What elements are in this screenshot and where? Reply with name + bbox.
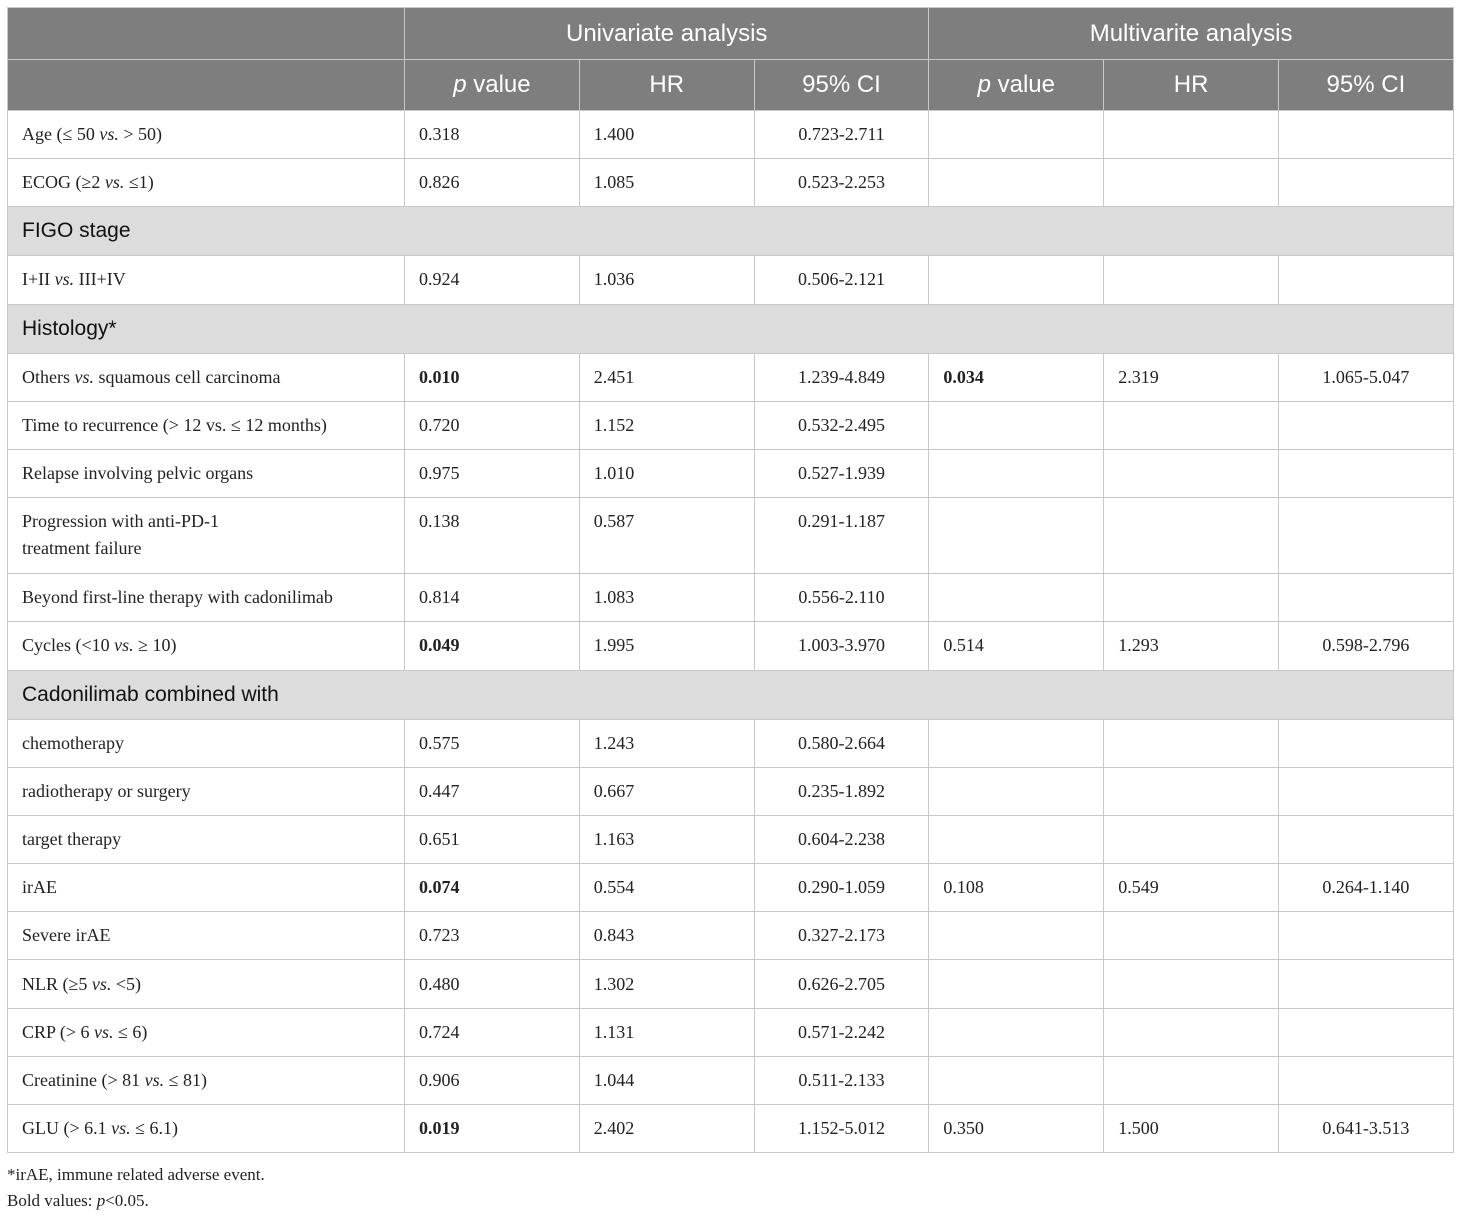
label-segment: Severe irAE xyxy=(22,925,111,946)
cell-multivariate-95ci: 1.065-5.047 xyxy=(1278,353,1453,401)
cell-multivariate-hr xyxy=(1104,912,1279,960)
cell-univariate-p-value: 0.019 xyxy=(405,1105,580,1153)
cell-univariate-95ci: 0.511-2.133 xyxy=(754,1056,929,1104)
header-label: 95% CI xyxy=(1326,71,1406,98)
label-segment: ≤1) xyxy=(124,172,154,193)
table-row xyxy=(8,864,1454,912)
label-italic-segment: vs. xyxy=(54,269,75,290)
cell-univariate-p-value: 0.724 xyxy=(405,1008,580,1056)
cell-multivariate-95ci xyxy=(1278,719,1453,767)
variable-label xyxy=(8,815,405,863)
cell-multivariate-p-value xyxy=(929,912,1104,960)
cell-univariate-95ci: 1.239-4.849 xyxy=(754,353,929,401)
table-row xyxy=(8,498,1454,574)
cell-univariate-95ci: 0.523-2.253 xyxy=(754,159,929,207)
cell-multivariate-p-value xyxy=(929,1008,1104,1056)
cell-univariate-hr: 1.085 xyxy=(579,159,754,207)
cell-multivariate-p-value xyxy=(929,111,1104,159)
label-segment: radiotherapy or surgery xyxy=(22,780,191,801)
label-segment: Time to recurrence (> 12 vs. ≤ 12 months) xyxy=(22,414,327,435)
cell-multivariate-hr xyxy=(1104,111,1279,159)
cell-univariate-p-value: 0.318 xyxy=(405,111,580,159)
cell-univariate-p-value: 0.049 xyxy=(405,622,580,670)
variable-label xyxy=(8,401,405,449)
cell-multivariate-hr xyxy=(1104,449,1279,497)
label-segment: Progression with anti-PD-1 xyxy=(22,511,219,532)
label-segment: <5) xyxy=(111,973,142,994)
variable-label xyxy=(8,912,405,960)
label-italic-segment: vs. xyxy=(111,1118,131,1139)
cell-univariate-95ci: 0.327-2.173 xyxy=(754,912,929,960)
cell-univariate-p-value: 0.074 xyxy=(405,864,580,912)
cell-multivariate-p-value xyxy=(929,767,1104,815)
section-label: Cadonilimab combined with xyxy=(8,670,1454,719)
cell-multivariate-hr xyxy=(1104,960,1279,1008)
label-italic-segment: vs. xyxy=(99,124,119,145)
label-segment: squamous cell carcinoma xyxy=(94,366,281,387)
table-row xyxy=(8,1008,1454,1056)
cell-univariate-hr: 1.152 xyxy=(579,401,754,449)
cell-univariate-95ci: 0.580-2.664 xyxy=(754,719,929,767)
cell-multivariate-95ci xyxy=(1278,960,1453,1008)
cell-univariate-95ci: 0.571-2.242 xyxy=(754,1008,929,1056)
cell-multivariate-95ci: 0.598-2.796 xyxy=(1278,622,1453,670)
cell-multivariate-hr: 0.549 xyxy=(1104,864,1279,912)
cell-univariate-95ci: 0.290-1.059 xyxy=(754,864,929,912)
variable-label xyxy=(8,111,405,159)
cell-univariate-95ci: 0.506-2.121 xyxy=(754,256,929,304)
cell-multivariate-p-value xyxy=(929,498,1104,574)
cell-multivariate-p-value xyxy=(929,960,1104,1008)
label-italic-segment: vs. xyxy=(114,635,134,656)
cell-multivariate-hr xyxy=(1104,1008,1279,1056)
cell-multivariate-hr xyxy=(1104,767,1279,815)
label-segment: Beyond first-line therapy with cadonilimab xyxy=(22,587,333,608)
cell-multivariate-p-value xyxy=(929,1056,1104,1104)
label-italic-segment: vs. xyxy=(144,1069,165,1090)
label-segment: NLR (≥5 xyxy=(22,973,92,994)
cell-univariate-hr: 1.302 xyxy=(579,960,754,1008)
cell-univariate-p-value: 0.447 xyxy=(405,767,580,815)
footnote-bold-prefix: Bold values: xyxy=(7,1191,97,1210)
label-segment: Others xyxy=(22,366,75,387)
variable-label xyxy=(8,159,405,207)
header-multivariate: Multivarite analysis xyxy=(929,8,1453,60)
label-italic-segment: vs. xyxy=(91,973,112,994)
label-segment: CRP (> 6 xyxy=(22,1021,94,1042)
footnote-bold-values xyxy=(7,1191,149,1211)
label-segment: ≥ 10) xyxy=(133,635,177,656)
cell-multivariate-p-value: 0.108 xyxy=(929,864,1104,912)
cell-multivariate-95ci xyxy=(1278,449,1453,497)
cell-univariate-hr: 0.554 xyxy=(579,864,754,912)
table-row xyxy=(8,815,1454,863)
cell-multivariate-hr: 1.293 xyxy=(1104,622,1279,670)
cell-multivariate-hr xyxy=(1104,498,1279,574)
cell-univariate-95ci: 0.527-1.939 xyxy=(754,449,929,497)
cell-multivariate-95ci xyxy=(1278,1056,1453,1104)
cell-multivariate-p-value xyxy=(929,719,1104,767)
cell-multivariate-95ci xyxy=(1278,1008,1453,1056)
cell-univariate-95ci: 1.152-5.012 xyxy=(754,1105,929,1153)
footnote-abbreviation: *irAE, immune related adverse event. xyxy=(7,1165,265,1184)
section-row xyxy=(8,304,1454,353)
table-row xyxy=(8,159,1454,207)
cell-univariate-p-value: 0.906 xyxy=(405,1056,580,1104)
table-row xyxy=(8,767,1454,815)
cell-univariate-hr: 0.843 xyxy=(579,912,754,960)
cell-univariate-95ci: 0.723-2.711 xyxy=(754,111,929,159)
cell-univariate-95ci: 0.235-1.892 xyxy=(754,767,929,815)
cell-multivariate-hr xyxy=(1104,159,1279,207)
table-row xyxy=(8,912,1454,960)
variable-label xyxy=(8,353,405,401)
cell-multivariate-hr xyxy=(1104,1056,1279,1104)
label-segment: GLU (> 6.1 xyxy=(22,1118,112,1139)
cell-univariate-p-value: 0.651 xyxy=(405,815,580,863)
cell-multivariate-hr: 2.319 xyxy=(1104,353,1279,401)
cell-univariate-hr: 1.131 xyxy=(579,1008,754,1056)
cell-multivariate-95ci xyxy=(1278,159,1453,207)
header-univariate-p-value xyxy=(405,60,580,111)
regression-table xyxy=(7,7,1454,1153)
variable-label xyxy=(8,1056,405,1104)
cell-multivariate-hr: 1.500 xyxy=(1104,1105,1279,1153)
section-label: FIGO stage xyxy=(8,207,1454,256)
label-segment: Creatinine (> 81 xyxy=(22,1069,145,1090)
label-segment: target therapy xyxy=(22,828,122,849)
variable-label xyxy=(8,960,405,1008)
cell-univariate-p-value: 0.924 xyxy=(405,256,580,304)
table-row xyxy=(8,622,1454,670)
cell-multivariate-p-value: 0.034 xyxy=(929,353,1104,401)
cell-multivariate-p-value xyxy=(929,256,1104,304)
table-row xyxy=(8,353,1454,401)
cell-univariate-hr: 1.083 xyxy=(579,574,754,622)
cell-univariate-hr: 2.451 xyxy=(579,353,754,401)
cell-multivariate-hr xyxy=(1104,719,1279,767)
label-italic-segment: vs. xyxy=(104,172,125,193)
cell-univariate-hr: 0.667 xyxy=(579,767,754,815)
cell-multivariate-p-value: 0.514 xyxy=(929,622,1104,670)
label-italic-segment: vs. xyxy=(74,366,94,387)
cell-univariate-p-value: 0.010 xyxy=(405,353,580,401)
cell-multivariate-95ci xyxy=(1278,401,1453,449)
cell-multivariate-95ci xyxy=(1278,574,1453,622)
label-segment: ≤ 6.1) xyxy=(130,1118,179,1139)
table-row xyxy=(8,1105,1454,1153)
cell-univariate-hr: 1.995 xyxy=(579,622,754,670)
cell-univariate-95ci: 0.626-2.705 xyxy=(754,960,929,1008)
variable-label xyxy=(8,498,405,574)
cell-univariate-hr: 1.010 xyxy=(579,449,754,497)
cell-univariate-p-value: 0.575 xyxy=(405,719,580,767)
variable-label xyxy=(8,1105,405,1153)
cell-univariate-95ci: 0.604-2.238 xyxy=(754,815,929,863)
cell-univariate-95ci: 0.532-2.495 xyxy=(754,401,929,449)
table-row xyxy=(8,719,1454,767)
cell-univariate-hr: 1.163 xyxy=(579,815,754,863)
header-label: HR xyxy=(649,71,685,98)
label-segment: irAE xyxy=(22,877,57,898)
cell-univariate-hr: 1.036 xyxy=(579,256,754,304)
cell-univariate-hr: 1.044 xyxy=(579,1056,754,1104)
cell-multivariate-95ci xyxy=(1278,111,1453,159)
header-corner xyxy=(8,8,405,60)
label-segment: Cycles (<10 xyxy=(22,635,115,656)
header-univariate-hr xyxy=(579,60,754,111)
header-univariate: Univariate analysis xyxy=(405,8,929,60)
header-label: value xyxy=(466,71,531,98)
section-row xyxy=(8,670,1454,719)
cell-univariate-hr: 1.400 xyxy=(579,111,754,159)
variable-label xyxy=(8,256,405,304)
label-segment: > 50) xyxy=(118,124,163,145)
label-segment: I+II xyxy=(22,269,55,290)
cell-multivariate-95ci xyxy=(1278,256,1453,304)
cell-multivariate-95ci xyxy=(1278,498,1453,574)
header-multivariate-hr xyxy=(1104,60,1279,111)
cell-multivariate-hr xyxy=(1104,574,1279,622)
label-segment: ≤ 6) xyxy=(113,1021,148,1042)
cell-univariate-hr: 2.402 xyxy=(579,1105,754,1153)
label-segment: treatment failure xyxy=(22,538,142,559)
header-multivariate-95ci xyxy=(1278,60,1453,111)
variable-label xyxy=(8,864,405,912)
header-label: HR xyxy=(1173,71,1209,98)
table-row xyxy=(8,256,1454,304)
variable-label xyxy=(8,719,405,767)
table-row xyxy=(8,574,1454,622)
table-row xyxy=(8,449,1454,497)
table-row xyxy=(8,401,1454,449)
footnote-p-italic: p xyxy=(96,1191,106,1210)
cell-univariate-p-value: 0.826 xyxy=(405,159,580,207)
header-label: 95% CI xyxy=(802,71,881,98)
cell-multivariate-hr xyxy=(1104,256,1279,304)
cell-multivariate-p-value xyxy=(929,574,1104,622)
label-segment: ≤ 81) xyxy=(164,1069,207,1090)
label-segment: Age (≤ 50 xyxy=(22,124,100,145)
cell-univariate-p-value: 0.480 xyxy=(405,960,580,1008)
cell-univariate-p-value: 0.814 xyxy=(405,574,580,622)
cell-multivariate-hr xyxy=(1104,815,1279,863)
table-row xyxy=(8,1056,1454,1104)
cell-univariate-95ci: 0.291-1.187 xyxy=(754,498,929,574)
label-segment: III+IV xyxy=(74,269,126,290)
section-label: Histology* xyxy=(8,304,1454,353)
cell-multivariate-95ci: 0.264-1.140 xyxy=(1278,864,1453,912)
header-label: value xyxy=(990,71,1055,98)
footnote-bold-suffix: <0.05. xyxy=(105,1191,149,1210)
cell-multivariate-95ci xyxy=(1278,767,1453,815)
header-corner-lower xyxy=(8,60,405,111)
cell-multivariate-95ci xyxy=(1278,815,1453,863)
variable-label xyxy=(8,767,405,815)
label-segment: Relapse involving pelvic organs xyxy=(22,463,254,484)
cell-multivariate-hr xyxy=(1104,401,1279,449)
cell-multivariate-p-value xyxy=(929,815,1104,863)
header-italic-p: p xyxy=(977,71,991,98)
cell-univariate-p-value: 0.975 xyxy=(405,449,580,497)
cell-multivariate-p-value xyxy=(929,401,1104,449)
cell-univariate-95ci: 0.556-2.110 xyxy=(754,574,929,622)
table-row xyxy=(8,111,1454,159)
label-italic-segment: vs. xyxy=(94,1021,114,1042)
label-segment: ECOG (≥2 xyxy=(22,172,105,193)
table-row xyxy=(8,960,1454,1008)
cell-multivariate-95ci: 0.641-3.513 xyxy=(1278,1105,1453,1153)
cell-multivariate-p-value xyxy=(929,159,1104,207)
variable-label xyxy=(8,574,405,622)
cell-multivariate-p-value: 0.350 xyxy=(929,1105,1104,1153)
label-segment: chemotherapy xyxy=(22,732,124,753)
header-univariate-95ci xyxy=(754,60,929,111)
cell-univariate-p-value: 0.723 xyxy=(405,912,580,960)
cell-univariate-95ci: 1.003-3.970 xyxy=(754,622,929,670)
cell-multivariate-95ci xyxy=(1278,912,1453,960)
cell-multivariate-p-value xyxy=(929,449,1104,497)
cell-univariate-hr: 0.587 xyxy=(579,498,754,574)
header-italic-p: p xyxy=(453,71,467,98)
variable-label xyxy=(8,449,405,497)
header-multivariate-p-value xyxy=(929,60,1104,111)
variable-label xyxy=(8,622,405,670)
cell-univariate-p-value: 0.138 xyxy=(405,498,580,574)
section-row xyxy=(8,207,1454,256)
cell-univariate-hr: 1.243 xyxy=(579,719,754,767)
variable-label xyxy=(8,1008,405,1056)
cell-univariate-p-value: 0.720 xyxy=(405,401,580,449)
